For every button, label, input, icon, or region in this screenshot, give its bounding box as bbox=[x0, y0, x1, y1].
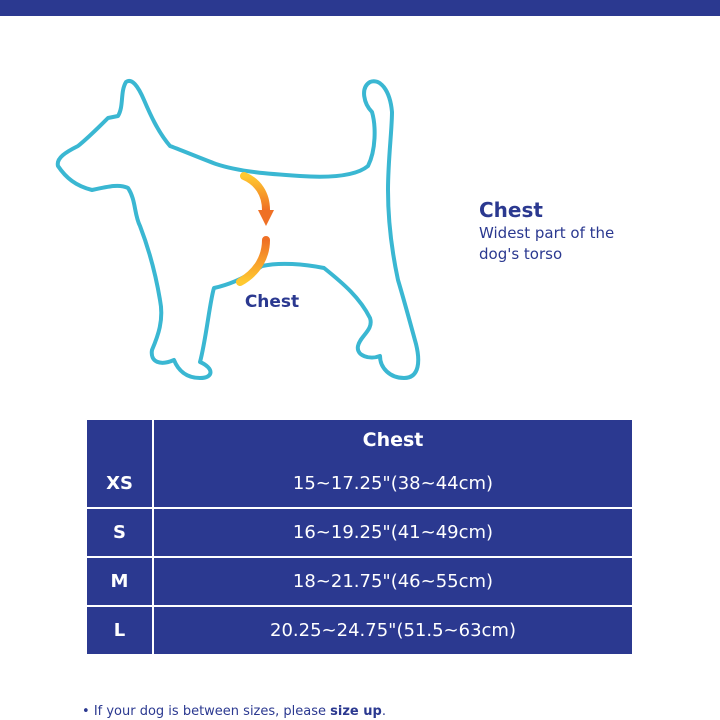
size-chart-table bbox=[87, 420, 632, 654]
chest-measure-arrow-icon bbox=[244, 176, 266, 210]
sizing-note bbox=[82, 704, 386, 719]
diagram-chest-label: Chest bbox=[244, 292, 300, 312]
table-header-row bbox=[87, 420, 632, 460]
note-emphasis: size up bbox=[330, 704, 382, 719]
size-cell: M bbox=[87, 558, 154, 607]
table-row bbox=[87, 460, 632, 509]
header-chest-cell: Chest bbox=[154, 420, 632, 460]
chest-cell: 16~19.25"(41~49cm) bbox=[154, 509, 632, 558]
legend-title: Chest bbox=[479, 198, 543, 222]
bullet: • bbox=[82, 704, 90, 719]
table-row bbox=[87, 607, 632, 654]
table-row bbox=[87, 509, 632, 558]
legend-description: Widest part of the dog's torso bbox=[479, 224, 615, 263]
chest-cell: 18~21.75"(46~55cm) bbox=[154, 558, 632, 607]
dog-outline-icon bbox=[58, 81, 418, 378]
measurement-legend bbox=[479, 197, 699, 265]
size-cell: S bbox=[87, 509, 154, 558]
note-end: . bbox=[381, 704, 386, 719]
note-text: If your dog is between sizes, please bbox=[93, 704, 327, 719]
size-cell: XS bbox=[87, 460, 154, 509]
chest-cell: 20.25~24.75"(51.5~63cm) bbox=[154, 607, 632, 654]
table-row bbox=[87, 558, 632, 607]
size-cell: L bbox=[87, 607, 154, 654]
chest-cell: 15~17.25"(38~44cm) bbox=[154, 460, 632, 509]
header-size-cell bbox=[87, 420, 154, 460]
